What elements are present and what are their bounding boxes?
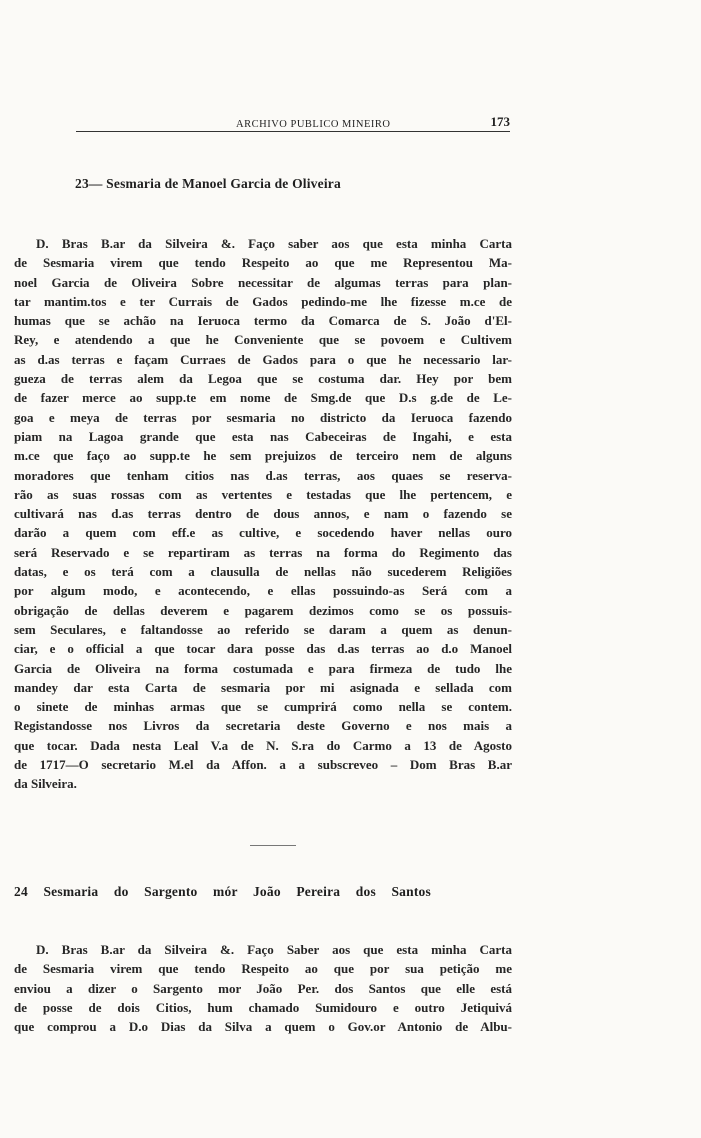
text-line: humas que se achão na Ieruoca termo da Comarca de S. João d'El- — [14, 313, 512, 329]
text-line: ciar, e o official a que tocar dara posse das d.as terras ao d.o Manoel — [14, 641, 512, 657]
text-line: Registandosse nos Livros da secretaria deste Governo e nos mais a — [14, 718, 512, 734]
section-heading: 23— Sesmaria de Manoel Garcia de Oliveira — [75, 176, 341, 191]
section-heading: 24 Sesmaria do Sargento mór João Pereira dos Santos — [14, 884, 431, 899]
text-line: goa e meya de terras por sesmaria no districto da Ieruoca fazendo — [14, 409, 512, 425]
text-line: gueza de terras alem da Legoa que se costuma dar. Hey por bem — [14, 371, 512, 387]
text-line: sem Seculares, e faltandosse ao referido se daram a quem as denun- — [14, 621, 512, 637]
text-line: D. Bras B.ar da Silveira &. Faço saber aos que esta minha Carta — [36, 236, 512, 251]
text-line: de 1717—O secretario M.el da Affon. a a subscreveo – Dom Bras B.ar — [14, 757, 512, 773]
running-header — [76, 108, 510, 130]
text-line: cultivará nas d.as terras dentro de dous annos, e nam o fazendo se — [14, 506, 512, 522]
text-line: Garcia de Oliveira na forma costumada e para firmeza de tudo lhe — [14, 660, 512, 676]
text-line: piam na Lagoa grande que esta nas Cabeceiras de Ingahi, e esta — [14, 428, 512, 444]
text-line: m.ce que faço ao supp.te he sem prejuizos de terceiro nem de alguns — [14, 448, 512, 464]
section-body — [14, 234, 512, 794]
text-line: que comprou a D.o Dias da Silva a quem o Gov.or Antonio de Albu- — [14, 1019, 512, 1035]
text-line: será Reservado e se repartiram as terras na forma do Regimento das — [14, 544, 512, 560]
text-line: mandey dar esta Carta de sesmaria por mi asignada e sellada com — [14, 679, 512, 695]
text-line: de fazer merce ao supp.te em nome de Smg.de que D.s g.de de Le- — [14, 390, 512, 406]
header-title: ARCHIVO PUBLICO MINEIRO — [236, 119, 391, 130]
text-line: datas, e os terá com a clausulla de nellas não sucederem Religiões — [14, 564, 512, 580]
text-line: as d.as terras e façam Curraes de Gados para o que he necessario lar- — [14, 351, 512, 367]
text-line: de posse de dois Citios, hum chamado Sumidouro e outro Jetiquivá — [14, 999, 512, 1015]
text-line: D. Bras B.ar da Silveira &. Faço Saber aos que esta minha Carta — [36, 942, 512, 957]
text-line: rão as suas rossas com as vertentes e testadas que lhe pertencem, e — [14, 486, 512, 502]
header-rule — [76, 131, 510, 132]
text-line: obrigação de dellas deverem e pagarem dezimos como se os possuis- — [14, 602, 512, 618]
text-line: que tocar. Dada nesta Leal V.a de N. S.ra do Carmo a 13 de Agosto — [14, 737, 512, 753]
text-line: por algum modo, e acontecendo, e ellas possuindo-as Será com a — [14, 583, 512, 599]
text-line: enviou a dizer o Sargento mor João Per. dos Santos que elle está — [14, 980, 512, 996]
text-line: de Sesmaria virem que tendo Respeito ao que me Representou Ma- — [14, 255, 512, 271]
text-line: da Silveira. — [14, 776, 77, 792]
text-line: o sinete de minhas armas que se cumprirá como nella se contem. — [14, 699, 512, 715]
text-line: noel Garcia de Oliveira Sobre necessitar de algumas terras para plan- — [14, 274, 512, 290]
section-separator — [250, 845, 296, 846]
text-line: darão a quem com eff.e as cultive, e socedendo haver nellas ouro — [14, 525, 512, 541]
section-body — [14, 940, 512, 1036]
text-line: Rey, e atendendo a que he Conveniente que se povoem e Cultivem — [14, 332, 512, 348]
text-line: de Sesmaria virem que tendo Respeito ao que por sua petição me — [14, 961, 512, 977]
text-line: moradores que tenham citios nas d.as terras, aos quaes se reserva- — [14, 467, 512, 483]
page-number: 173 — [490, 114, 510, 129]
text-line: tar mantim.tos e ter Currais de Gados pedindo-me lhe fizesse m.ce de — [14, 293, 512, 309]
